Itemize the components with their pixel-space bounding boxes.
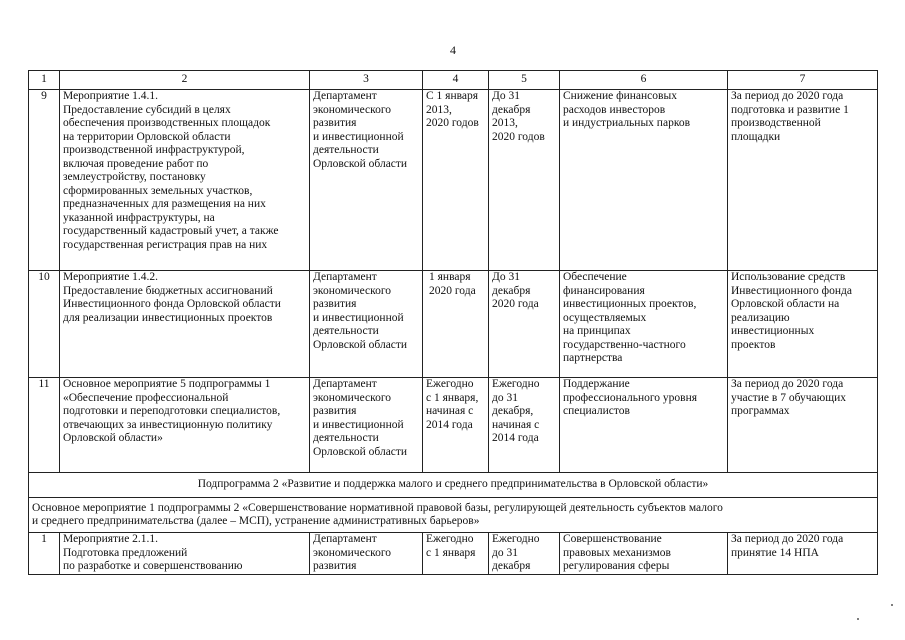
cell-line: 2014 года [492,432,539,444]
cell-line: расходов инвесторов [563,103,666,116]
cell-line: площадки [731,130,781,143]
cell-line: Инвестиционного фонда [731,284,852,297]
main-event-heading [29,498,878,533]
cell-line: развития [313,560,357,572]
cell-line: До 31 [492,90,520,102]
column-number-row [29,71,878,90]
cell-line: развития [313,117,357,129]
cell-line: начиная с [492,418,540,431]
cell-line: производственной инфраструктурой, [63,144,245,156]
cell-line: на принципах [563,325,631,337]
event-name-cell [60,378,310,473]
cell-line: Предоставление бюджетных ассигнований [63,284,273,297]
cell-line: производственной [731,117,821,129]
event-name-cell [60,271,310,378]
cell-line: государственный кадастровый учет, а также [63,225,279,237]
executor-cell [310,271,423,378]
cell-line: развития [313,298,357,310]
cell-line: развития [313,405,357,417]
table-row [29,271,878,378]
cell-line: Мероприятие 1.4.1. [63,90,159,102]
cell-line: подготовки и переподготовки специалистов, [63,405,281,417]
column-header: 5 [489,71,560,90]
scan-speck [857,618,859,620]
cell-line: 2020 года [429,284,476,297]
cell-line: декабря [492,284,531,297]
cell-line: и инвестиционной [313,130,404,143]
cell-line: экономического [313,103,392,116]
target-indicator-cell [728,378,878,473]
start-date-cell [423,378,489,473]
cell-line: Подготовка предложений [63,546,188,559]
cell-line: обеспечения производственных площадок [63,117,271,129]
cell-line: За период до 2020 года [731,533,844,545]
cell-line: деятельности [313,432,379,444]
cell-line: Инвестиционного фонда Орловской области [63,298,281,310]
cell-line: Департамент [313,90,377,102]
target-indicator-cell [728,533,878,575]
cell-line: реализацию [731,311,790,324]
cell-line: отвечающих за инвестиционную политику [63,418,273,431]
cell-line: Совершенствование [563,533,662,545]
cell-line: Орловской области [313,157,408,170]
cell-line: Департамент [313,271,377,283]
end-date-cell [489,271,560,378]
cell-line: экономического [313,546,392,559]
cell-line: профессионального уровня [563,391,698,404]
cell-line: сформированных земельных участков, [63,184,253,197]
cell-line: участие в 7 обучающих [731,391,846,404]
cell-line: Поддержание [563,378,630,390]
cell-line: Орловской области [313,445,408,458]
cell-line: до 31 [492,546,518,559]
column-header: 3 [310,71,423,90]
executor-cell [310,90,423,271]
cell-line: Использование средств [731,271,846,283]
target-indicator-cell [728,90,878,271]
executor-cell [310,378,423,473]
cell-line: Обеспечение [563,271,627,283]
cell-line: указанной инфраструктуры, на [63,211,215,224]
cell-line: За период до 2020 года [731,378,844,390]
cell-line: 2013, [492,117,518,129]
end-date-cell [489,90,560,271]
cell-line: декабря, [492,405,534,417]
cell-line: Департамент [313,533,377,545]
scan-speck [891,604,893,606]
cell-line: 2013, [426,103,452,116]
cell-line: правовых механизмов [563,546,671,559]
cell-line: 2020 годов [426,117,479,129]
column-header: 2 [60,71,310,90]
table-row [29,378,878,473]
cell-line: до 31 [492,391,518,404]
events-table [28,70,878,575]
cell-line: и среднего предпринимательства (далее – МСП), устранение административных барьеров» [32,515,480,527]
cell-line: деятельности [313,325,379,337]
table-row [29,90,878,271]
cell-line: деятельности [313,144,379,156]
cell-line: Орловской области на [731,298,840,310]
cell-line: включая проведение работ по [63,157,209,170]
cell-line: Основное мероприятие 1 подпрограммы 2 «Совершенствование нормативной правовой базы, регулирующей деятельность субъектов малого [32,501,723,514]
event-name-cell [60,90,310,271]
cell-line: 2014 года [426,418,473,431]
cell-line: подготовка и развитие 1 [731,103,849,116]
executor-cell [310,533,423,575]
cell-line: специалистов [563,405,630,417]
cell-line: Орловской области [313,338,408,351]
cell-line: Снижение финансовых [563,90,677,102]
cell-line: 1 января [429,271,471,283]
expected-result-cell [560,533,728,575]
start-date-cell [423,271,489,378]
cell-line: начиная с [426,405,474,417]
expected-result-cell [560,271,728,378]
cell-line: Ежегодно [492,378,540,390]
row-number: 1 [29,533,60,575]
row-number: 10 [29,271,60,378]
column-header: 4 [423,71,489,90]
cell-line: принятие 14 НПА [731,546,819,559]
cell-line: инвестиционных проектов, [563,298,697,310]
cell-line: финансирования [563,284,645,297]
cell-line: Орловской области» [63,432,163,444]
cell-line: и индустриальных парков [563,117,690,129]
cell-line: с 1 января [426,546,476,559]
cell-line: с 1 января, [426,391,479,404]
cell-line: и инвестиционной [313,418,404,431]
row-number: 9 [29,90,60,271]
cell-line: «Обеспечение профессиональной [63,391,229,404]
subprogram-heading: Подпрограмма 2 «Развитие и поддержка малого и среднего предпринимательства в Орловской области» [29,473,878,498]
expected-result-cell [560,378,728,473]
cell-line: государственно-частного [563,338,686,351]
cell-line: Ежегодно [426,378,474,390]
cell-line: Мероприятие 1.4.2. [63,271,159,283]
cell-line: Ежегодно [426,533,474,545]
cell-line: Основное мероприятие 5 подпрограммы 1 [63,378,271,390]
table-row [29,533,878,575]
cell-line: 2020 годов [492,130,545,143]
cell-line: и инвестиционной [313,311,404,324]
cell-line: Департамент [313,378,377,390]
column-header: 1 [29,71,60,90]
column-header: 6 [560,71,728,90]
cell-line: 2020 года [492,298,539,310]
target-indicator-cell [728,271,878,378]
expected-result-cell [560,90,728,271]
cell-line: на территории Орловской области [63,130,231,143]
cell-line: землеустройству, постановку [63,171,206,183]
cell-line: декабря [492,103,531,116]
page-number: 4 [450,43,456,57]
row-number: 11 [29,378,60,473]
subprogram-row [29,473,878,498]
cell-line: Ежегодно [492,533,540,545]
cell-line: экономического [313,284,392,297]
event-name-cell [60,533,310,575]
cell-line: предназначенных для размещения на них [63,198,266,210]
cell-line: государственная регистрация прав на них [63,238,268,251]
cell-line: Предоставление субсидий в целях [63,103,231,116]
cell-line: инвестиционных [731,325,815,337]
cell-line: по разработке и совершенствованию [63,560,243,572]
cell-line: программах [731,405,790,417]
cell-line: До 31 [492,271,520,283]
cell-line: партнерства [563,352,623,364]
cell-line: регулирования сферы [563,560,670,572]
start-date-cell [423,533,489,575]
cell-line: проектов [731,338,776,351]
cell-line: для реализации инвестиционных проектов [63,311,273,324]
end-date-cell [489,533,560,575]
cell-line: За период до 2020 года [731,90,844,102]
cell-line: Мероприятие 2.1.1. [63,533,159,545]
main-event-row [29,498,878,533]
column-header: 7 [728,71,878,90]
cell-line: С 1 января [426,90,479,102]
end-date-cell [489,378,560,473]
cell-line: осуществляемых [563,311,647,324]
cell-line: декабря [492,560,531,572]
start-date-cell [423,90,489,271]
cell-line: экономического [313,391,392,404]
